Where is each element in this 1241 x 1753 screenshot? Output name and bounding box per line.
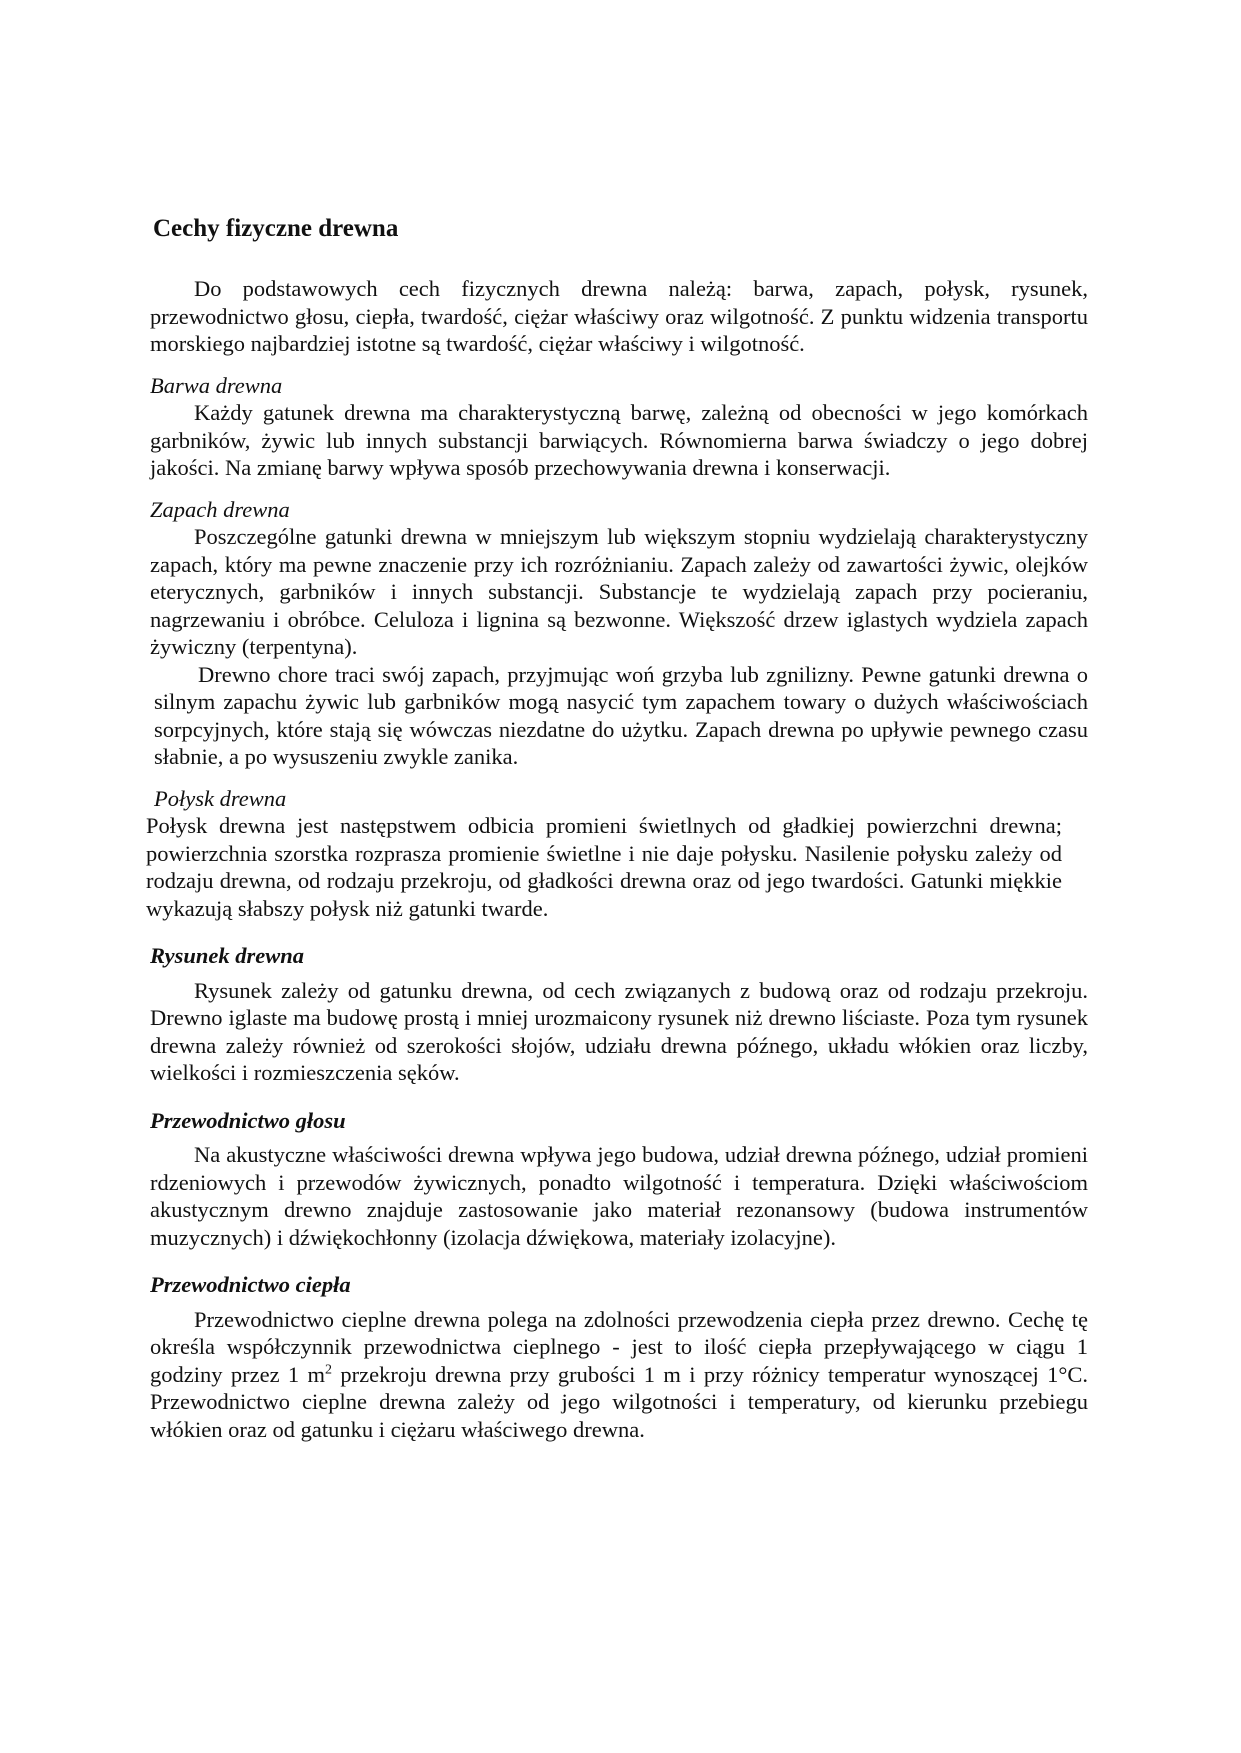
paragraph-przewodnictwo-ciepla — [150, 1306, 1088, 1444]
intro-paragraph: Do podstawowych cech fizycznych drewna należą: barwa, zapach, połysk, rysunek, przewodnictwo głosu, ciepła, twardość, ciężar właściwy oraz wilgotność. Z punktu widzenia transportu morskiego najbardziej istotne są twardość, ciężar właściwy i wilgotność. — [150, 276, 1088, 356]
document-title: Cechy fizyczne drewna — [153, 215, 399, 242]
paragraph-zapach-1: Poszczególne gatunki drewna w mniejszym lub większym stopniu wydzielają charakterystyczny zapach, który ma pewne znaczenie przy ich rozróżnianiu. Zapach zależy od zawartości żywic, olejków eterycznych, garbników i innych substancji. Substancje te wydzielają zapach przy pocieraniu, nagrzewaniu i obróbce. Celuloza i lignina są bezwonne. Większość drzew iglastych wydziela zapach żywiczny (terpentyna). — [150, 524, 1088, 659]
paragraph-ciepla-part2: przekroju drewna przy grubości 1 m i przy różnicy temperatur wynoszącej 1°C. Przewodnictwo cieplne drewna zależy od jego wilgotności i temperatury, od kierunku przebiegu włókien oraz od gatunku i ciężaru właściwego drewna. — [150, 1361, 1088, 1442]
paragraph-rysunek: Rysunek zależy od gatunku drewna, od cech związanych z budową oraz od rodzaju przekroju. Drewno iglaste ma budowę prostą i mniej urozmaicony rysunek niż drewno liściaste. Poza tym rysunek drewna zależy również od szerokości słojów, udziału drewna późnego, układu włókien oraz liczby, wielkości i rozmieszczenia sęków. — [150, 977, 1088, 1085]
superscript-squared: 2 — [325, 1362, 333, 1377]
document-page — [146, 215, 1088, 1443]
section-heading-rysunek: Rysunek drewna — [150, 943, 304, 968]
section-heading-zapach: Zapach drewna — [150, 496, 290, 522]
paragraph-barwa: Każdy gatunek drewna ma charakterystyczną barwę, zależną od obecności w jego komórkach garbników, żywic lub innych substancji barwiących. Równomierna barwa świadczy o jego dobrej jakości. Na zmianę barwy wpływa sposób przechowywania drewna i konserwacji. — [150, 400, 1088, 480]
section-heading-przewodnictwo-glosu: Przewodnictwo głosu — [150, 1107, 346, 1133]
paragraph-przewodnictwo-glosu: Na akustyczne właściwości drewna wpływa jego budowa, udział drewna późnego, udział promieni rdzeniowych i przewodów żywicznych, ponadto wilgotność i temperatura. Dzięki właściwościom akustycznym drewno znajduje zastosowanie jako materiał rezonansowy (budowa instrumentów muzycznych) i dźwiękochłonny (izolacja dźwiękowa, materiały izolacyjne). — [150, 1142, 1088, 1250]
section-heading-przewodnictwo-ciepla: Przewodnictwo ciepła — [150, 1272, 351, 1297]
paragraph-zapach-2: Drewno chore traci swój zapach, przyjmując woń grzyba lub zgnilizny. Pewne gatunki drewna o silnym zapachu żywic lub garbników mogą nasycić tym zapachem towary o dużych właściwościach sorpcyjnych, które stają się wówczas niezdatne do użytku. Zapach drewna po upływie pewnego czasu słabnie, a po wysuszeniu zwykle zanika. — [154, 661, 1088, 769]
paragraph-ciepla-part1: Przewodnictwo cieplne drewna polega na zdolności przewodzenia ciepła przez drewno. Cechę tę określa współczynnik przewodnictwa cieplnego - jest to ilość ciepła przepływającego w ciągu 1 godziny przez 1 m — [150, 1306, 1088, 1387]
section-heading-barwa: Barwa drewna — [150, 372, 283, 398]
section-heading-polysk: Połysk drewna — [154, 785, 287, 811]
paragraph-polysk: Połysk drewna jest następstwem odbicia promieni świetlnych od gładkiej powierzchni drewna; powierzchnia szorstka rozprasza promienie świetlne i nie daje połysku. Nasilenie połysku zależy od rodzaju drewna, od rodzaju przekroju, od gładkości drewna oraz od jego twardości. Gatunki miękkie wykazują słabszy połysk niż gatunki twarde. — [146, 813, 1062, 921]
